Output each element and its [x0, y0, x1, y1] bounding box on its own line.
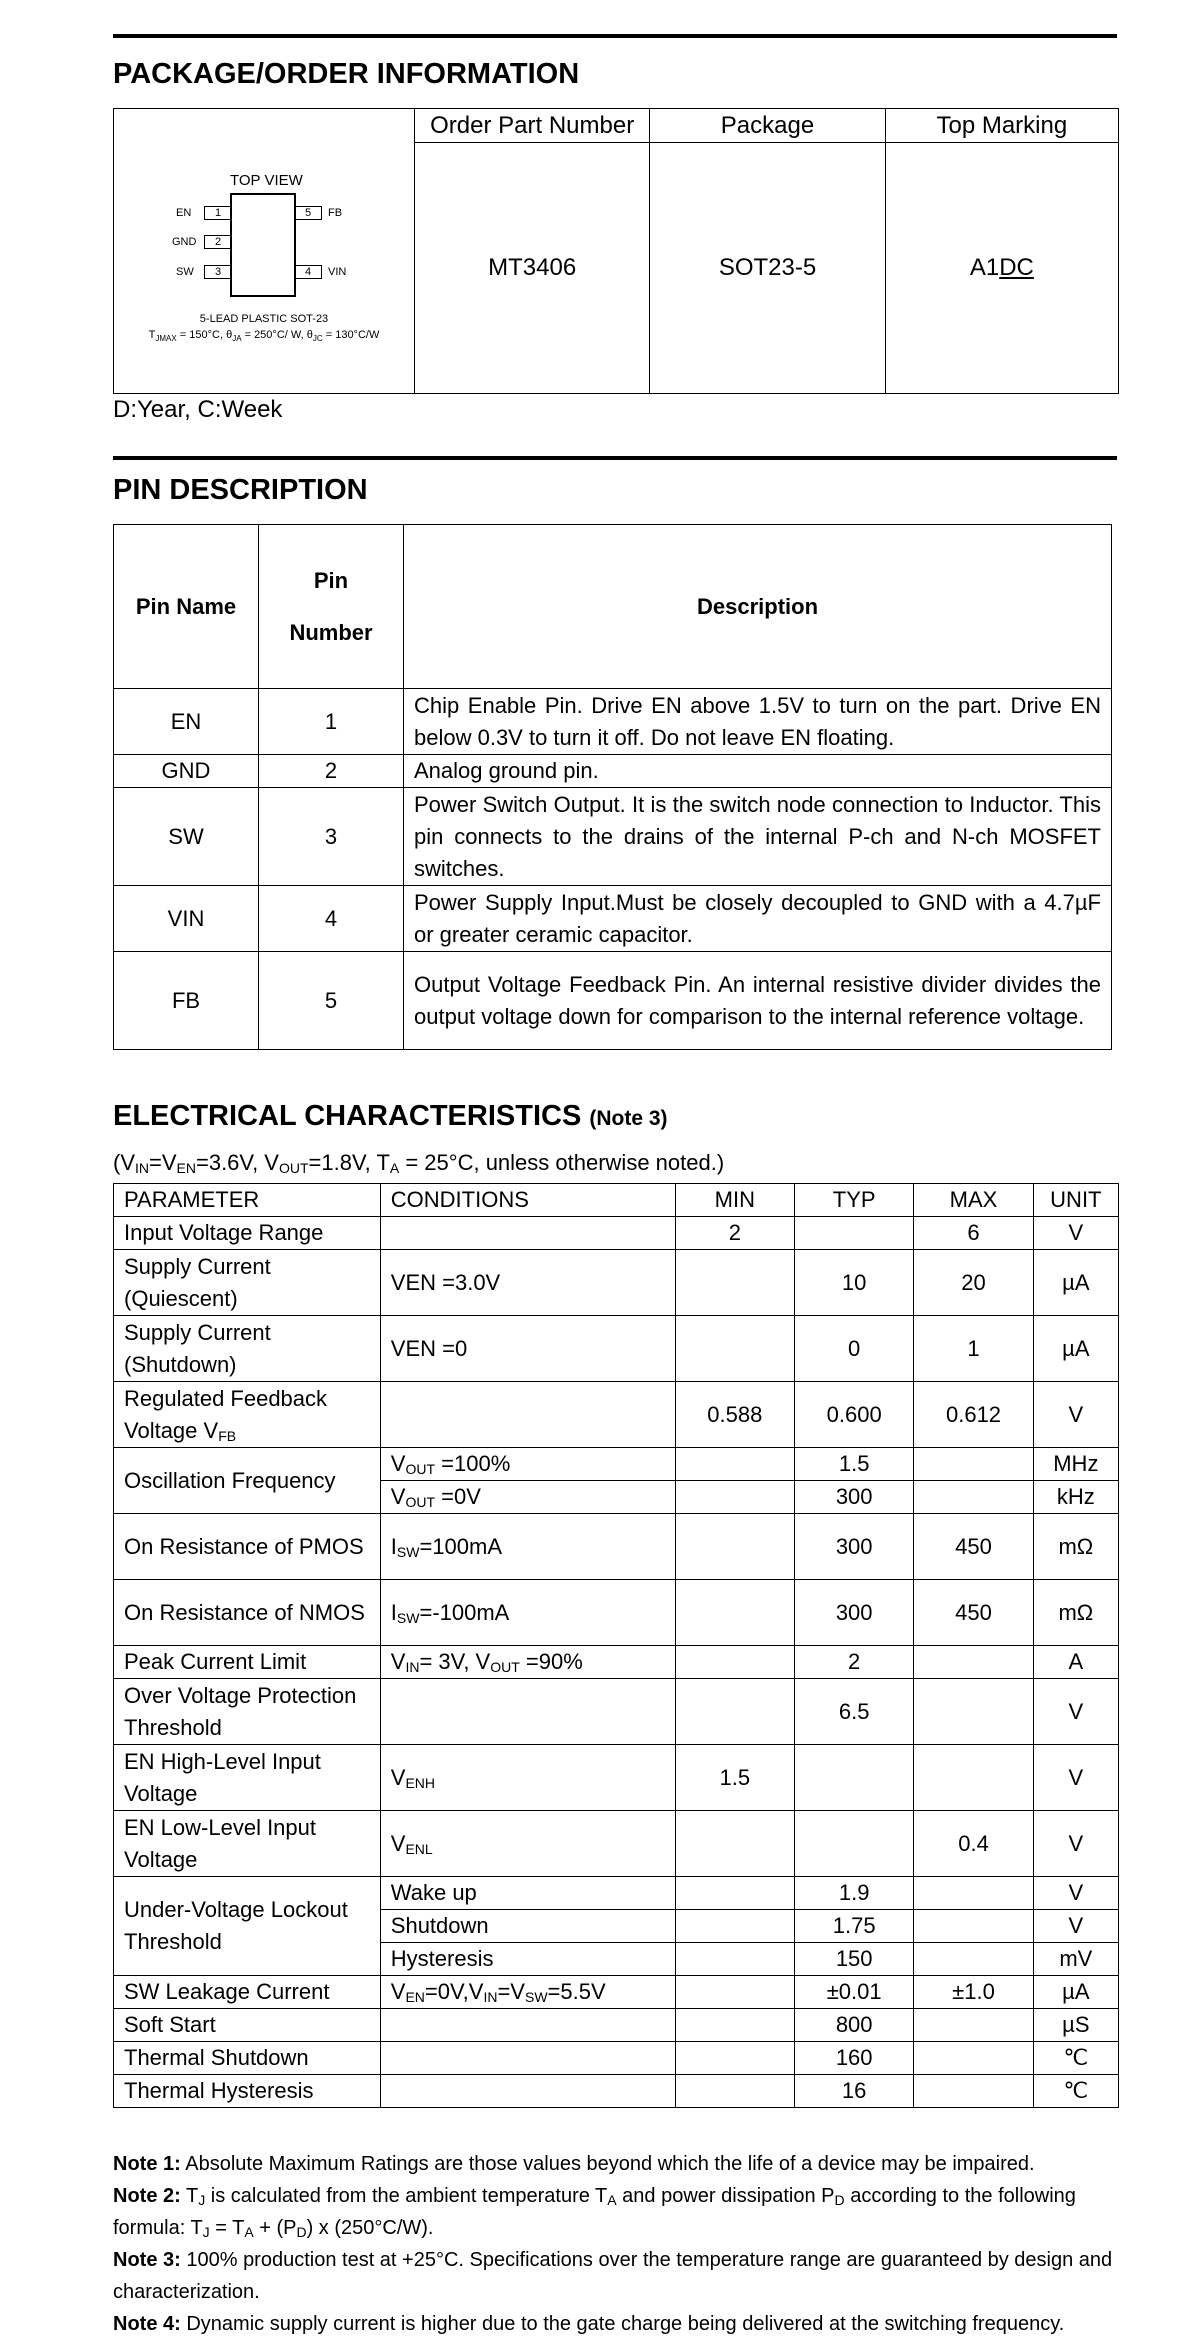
ec-row-soft-start: [114, 2009, 1119, 2042]
max: [914, 1448, 1033, 1481]
header-min: MIN: [675, 1184, 794, 1217]
unit: ℃: [1033, 2075, 1118, 2108]
min: [675, 1448, 794, 1481]
typ: 160: [795, 2042, 914, 2075]
ec-title-note: (Note 3): [589, 1107, 668, 1130]
typ: 1.75: [795, 1910, 914, 1943]
unit: µS: [1033, 2009, 1118, 2042]
max: 6: [914, 1217, 1033, 1250]
typ: 300: [795, 1580, 914, 1646]
ec-header-row: [114, 1184, 1119, 1217]
unit: mΩ: [1033, 1580, 1118, 1646]
max: [914, 1877, 1033, 1910]
header-pin-name: Pin Name: [114, 525, 259, 689]
typ: 300: [795, 1514, 914, 1580]
ec-row-nmos-resistance: [114, 1580, 1119, 1646]
cond: Wake up: [380, 1877, 675, 1910]
typ: 150: [795, 1943, 914, 1976]
ec-row-en-low: [114, 1811, 1119, 1877]
param: Thermal Hysteresis: [114, 2075, 381, 2108]
pin-number: 5: [259, 952, 404, 1050]
param: Under-Voltage Lockout Threshold: [114, 1877, 381, 1976]
cond: $V_{ENH}$: [380, 1745, 675, 1811]
max: [914, 1679, 1033, 1745]
min: [675, 2075, 794, 2108]
header-typ: TYP: [795, 1184, 914, 1217]
pin-description: Chip Enable Pin. Drive EN above 1.5V to turn on the part. Drive EN below 0.3V to turn it off. Do not leave EN floating.: [404, 689, 1112, 755]
pin-row-vin: [114, 886, 1112, 952]
top-rule: [113, 34, 1117, 38]
pin-5-lead: 5: [294, 206, 322, 220]
pin-5-label: FB: [328, 207, 343, 219]
cond: VEN =3.0V: [380, 1250, 675, 1316]
pin-row-en: [114, 689, 1112, 755]
unit: V: [1033, 1382, 1118, 1448]
cond: [380, 1382, 675, 1448]
cond: $V_{OUT} =0V$: [380, 1481, 675, 1514]
unit: V: [1033, 1811, 1118, 1877]
min: 1.5: [675, 1745, 794, 1811]
note-2: Note 2: $T_J$ is calculated from the ambient temperature $T_A$ and power dissipation $P_D$ according to the following formula: $T_J = T_A + (P_D)$ x (250°C/W).: [113, 2185, 1076, 2240]
cond: $V_{ENL}$: [380, 1811, 675, 1877]
unit: MHz: [1033, 1448, 1118, 1481]
electrical-characteristics-table: [113, 1183, 1119, 2108]
thermal-spec-label: $T_{JMAX} = 150^\circ C$, $\theta_{JA} = 250^\circ C/$ W, $\theta_{JC} = 130^\circ C/W$: [148, 329, 380, 343]
param: Input Voltage Range: [114, 1217, 381, 1250]
pin-description: Analog ground pin.: [404, 755, 1112, 788]
pin-4-label: VIN: [328, 266, 347, 278]
max: [914, 1910, 1033, 1943]
param: Oscillation Frequency: [114, 1448, 381, 1514]
min: [675, 1580, 794, 1646]
min: [675, 1679, 794, 1745]
note-1: Note 1: Absolute Maximum Ratings are those values beyond which the life of a device may be impaired.: [113, 2153, 1035, 2175]
ec-row-en-high: [114, 1745, 1119, 1811]
pin-description: Output Voltage Feedback Pin. An internal resistive divider divides the output voltage down for comparison to the internal reference voltage.: [404, 952, 1112, 1050]
typ: 16: [795, 2075, 914, 2108]
pin-description: Power Switch Output. It is the switch node connection to Inductor. This pin connects to the drains of the internal P-ch and N-ch MOSFET switches.: [404, 788, 1112, 886]
pinout-diagram-cell: [114, 109, 415, 394]
typ: [795, 1745, 914, 1811]
pin-4-lead: 4: [294, 265, 322, 279]
cond: [380, 2075, 675, 2108]
ec-row-input-voltage: [114, 1217, 1119, 1250]
min: [675, 1910, 794, 1943]
min: [675, 1481, 794, 1514]
typ: 1.5: [795, 1448, 914, 1481]
pin-2-lead: 2: [204, 235, 232, 249]
ec-row-thermal-hysteresis: [114, 2075, 1119, 2108]
min: [675, 1877, 794, 1910]
param: Supply Current (Quiescent): [114, 1250, 381, 1316]
min: [675, 1646, 794, 1679]
ec-row-ovp: [114, 1679, 1119, 1745]
header-parameter: PARAMETER: [114, 1184, 381, 1217]
param: Soft Start: [114, 2009, 381, 2042]
ec-row-sw-leakage: [114, 1976, 1119, 2009]
pin-description: Power Supply Input.Must be closely decoupled to GND with a 4.7µF or greater ceramic capacitor.: [404, 886, 1112, 952]
ec-section-title: ELECTRICAL CHARACTERISTICS (Note 3): [113, 1100, 668, 1132]
cond: [380, 1679, 675, 1745]
max: 1: [914, 1316, 1033, 1382]
pin-row-gnd: [114, 755, 1112, 788]
unit: kHz: [1033, 1481, 1118, 1514]
max: [914, 1481, 1033, 1514]
typ: 0: [795, 1316, 914, 1382]
typ: 10: [795, 1250, 914, 1316]
cond: [380, 2009, 675, 2042]
pin-name: FB: [114, 952, 259, 1050]
max: [914, 1943, 1033, 1976]
unit: mΩ: [1033, 1514, 1118, 1580]
ec-row-feedback-voltage: [114, 1382, 1119, 1448]
max: [914, 2075, 1033, 2108]
cond: [380, 1217, 675, 1250]
header-description: Description: [404, 525, 1112, 689]
min: [675, 2042, 794, 2075]
header-max: MAX: [914, 1184, 1033, 1217]
unit: µA: [1033, 1316, 1118, 1382]
sot23-pinout-diagram: [114, 109, 414, 393]
param: EN High-Level Input Voltage: [114, 1745, 381, 1811]
top-view-label: TOP VIEW: [230, 172, 303, 189]
max: [914, 2042, 1033, 2075]
cond: [380, 2042, 675, 2075]
min: [675, 1316, 794, 1382]
max: 0.612: [914, 1382, 1033, 1448]
ec-row-pmos-resistance: [114, 1514, 1119, 1580]
unit: ℃: [1033, 2042, 1118, 2075]
typ: 300: [795, 1481, 914, 1514]
param: Supply Current (Shutdown): [114, 1316, 381, 1382]
top-marking-value: A1DC: [885, 143, 1118, 394]
max: 20: [914, 1250, 1033, 1316]
header-package: Package: [650, 109, 885, 143]
min: [675, 1250, 794, 1316]
note-3: Note 3: 100% production test at +25°C. Specifications over the temperature range are guaranteed by design and characterization.: [113, 2249, 1113, 2303]
ec-row-uvlo-1: [114, 1877, 1119, 1910]
unit: V: [1033, 1877, 1118, 1910]
typ: 800: [795, 2009, 914, 2042]
max: 0.4: [914, 1811, 1033, 1877]
max: [914, 1745, 1033, 1811]
cond: $V_{IN}= 3V$, $V_{OUT} =90\%$: [380, 1646, 675, 1679]
param: EN Low-Level Input Voltage: [114, 1811, 381, 1877]
pin-number: 2: [259, 755, 404, 788]
pin-name: GND: [114, 755, 259, 788]
ec-row-peak-current: [114, 1646, 1119, 1679]
note-4: Note 4: Dynamic supply current is higher due to the gate charge being delivered at the switching frequency.: [113, 2313, 1065, 2335]
header-pin-number: Pin Number: [259, 525, 404, 689]
cond: Shutdown: [380, 1910, 675, 1943]
header-top-marking: Top Marking: [885, 109, 1118, 143]
param: On Resistance of PMOS: [114, 1514, 381, 1580]
pin-number: 4: [259, 886, 404, 952]
typ: 6.5: [795, 1679, 914, 1745]
param: Over Voltage Protection Threshold: [114, 1679, 381, 1745]
min: [675, 1943, 794, 1976]
package-type-label: 5-LEAD PLASTIC SOT-23: [199, 313, 329, 325]
pin-name: SW: [114, 788, 259, 886]
unit: µA: [1033, 1976, 1118, 2009]
package-order-table: [113, 108, 1119, 394]
pin-3-lead: 3: [204, 265, 232, 279]
max: 450: [914, 1514, 1033, 1580]
max: ±1.0: [914, 1976, 1033, 2009]
pin-1-label: EN: [176, 207, 192, 219]
unit: V: [1033, 1217, 1118, 1250]
order-part-number-value: MT3406: [415, 143, 650, 394]
header-unit: UNIT: [1033, 1184, 1118, 1217]
package-value: SOT23-5: [650, 143, 885, 394]
pin-3-label: SW: [176, 266, 194, 278]
unit: A: [1033, 1646, 1118, 1679]
typ: 1.9: [795, 1877, 914, 1910]
pin-section-title: PIN DESCRIPTION: [113, 474, 368, 506]
unit: µA: [1033, 1250, 1118, 1316]
ec-row-thermal-shutdown: [114, 2042, 1119, 2075]
cond: $V_{EN}=0V,V_{IN}=V_{SW}=5.5V$: [380, 1976, 675, 2009]
pin-row-fb: [114, 952, 1112, 1050]
typ: [795, 1217, 914, 1250]
marking-note: D:Year, C:Week: [113, 396, 283, 423]
param: Regulated Feedback Voltage $V_{FB}$: [114, 1382, 381, 1448]
pin-section-rule: [113, 456, 1117, 460]
max: [914, 1646, 1033, 1679]
package-section-title: PACKAGE/ORDER INFORMATION: [113, 58, 580, 90]
cond: $V_{OUT} =100\%$: [380, 1448, 675, 1481]
unit: V: [1033, 1679, 1118, 1745]
typ: 2: [795, 1646, 914, 1679]
ec-row-oscillation-1: [114, 1448, 1119, 1481]
header-conditions: CONDITIONS: [380, 1184, 675, 1217]
cond: $I_{SW}=-100mA$: [380, 1580, 675, 1646]
pin-number: 3: [259, 788, 404, 886]
ec-row-supply-quiescent: [114, 1250, 1119, 1316]
pin-2-label: GND: [172, 236, 197, 248]
header-order-part-number: Order Part Number: [415, 109, 650, 143]
min: 0.588: [675, 1382, 794, 1448]
pin-name: VIN: [114, 886, 259, 952]
pin-description-table: [113, 524, 1112, 1050]
min: [675, 1514, 794, 1580]
min: [675, 1811, 794, 1877]
pin-1-lead: 1: [204, 206, 232, 220]
min: [675, 1976, 794, 2009]
param: Thermal Shutdown: [114, 2042, 381, 2075]
pin-name: EN: [114, 689, 259, 755]
typ: ±0.01: [795, 1976, 914, 2009]
unit: V: [1033, 1745, 1118, 1811]
cond: VEN =0: [380, 1316, 675, 1382]
pin-row-sw: [114, 788, 1112, 886]
ec-row-supply-shutdown: [114, 1316, 1119, 1382]
package-body: [230, 193, 296, 297]
cond: Hysteresis: [380, 1943, 675, 1976]
max: [914, 2009, 1033, 2042]
pin-number: 1: [259, 689, 404, 755]
param: SW Leakage Current: [114, 1976, 381, 2009]
min: [675, 2009, 794, 2042]
param: On Resistance of NMOS: [114, 1580, 381, 1646]
typ: 0.600: [795, 1382, 914, 1448]
typ: [795, 1811, 914, 1877]
unit: mV: [1033, 1943, 1118, 1976]
ec-conditions-line: ($V_{IN}=V_{EN}=3.6V$, $V_{OUT}=1.8V$, $T_A = 25^\circ C$, unless otherwise noted.): [113, 1150, 725, 1176]
param: Peak Current Limit: [114, 1646, 381, 1679]
max: 450: [914, 1580, 1033, 1646]
unit: V: [1033, 1910, 1118, 1943]
min: 2: [675, 1217, 794, 1250]
cond: $I_{SW}=100mA$: [380, 1514, 675, 1580]
